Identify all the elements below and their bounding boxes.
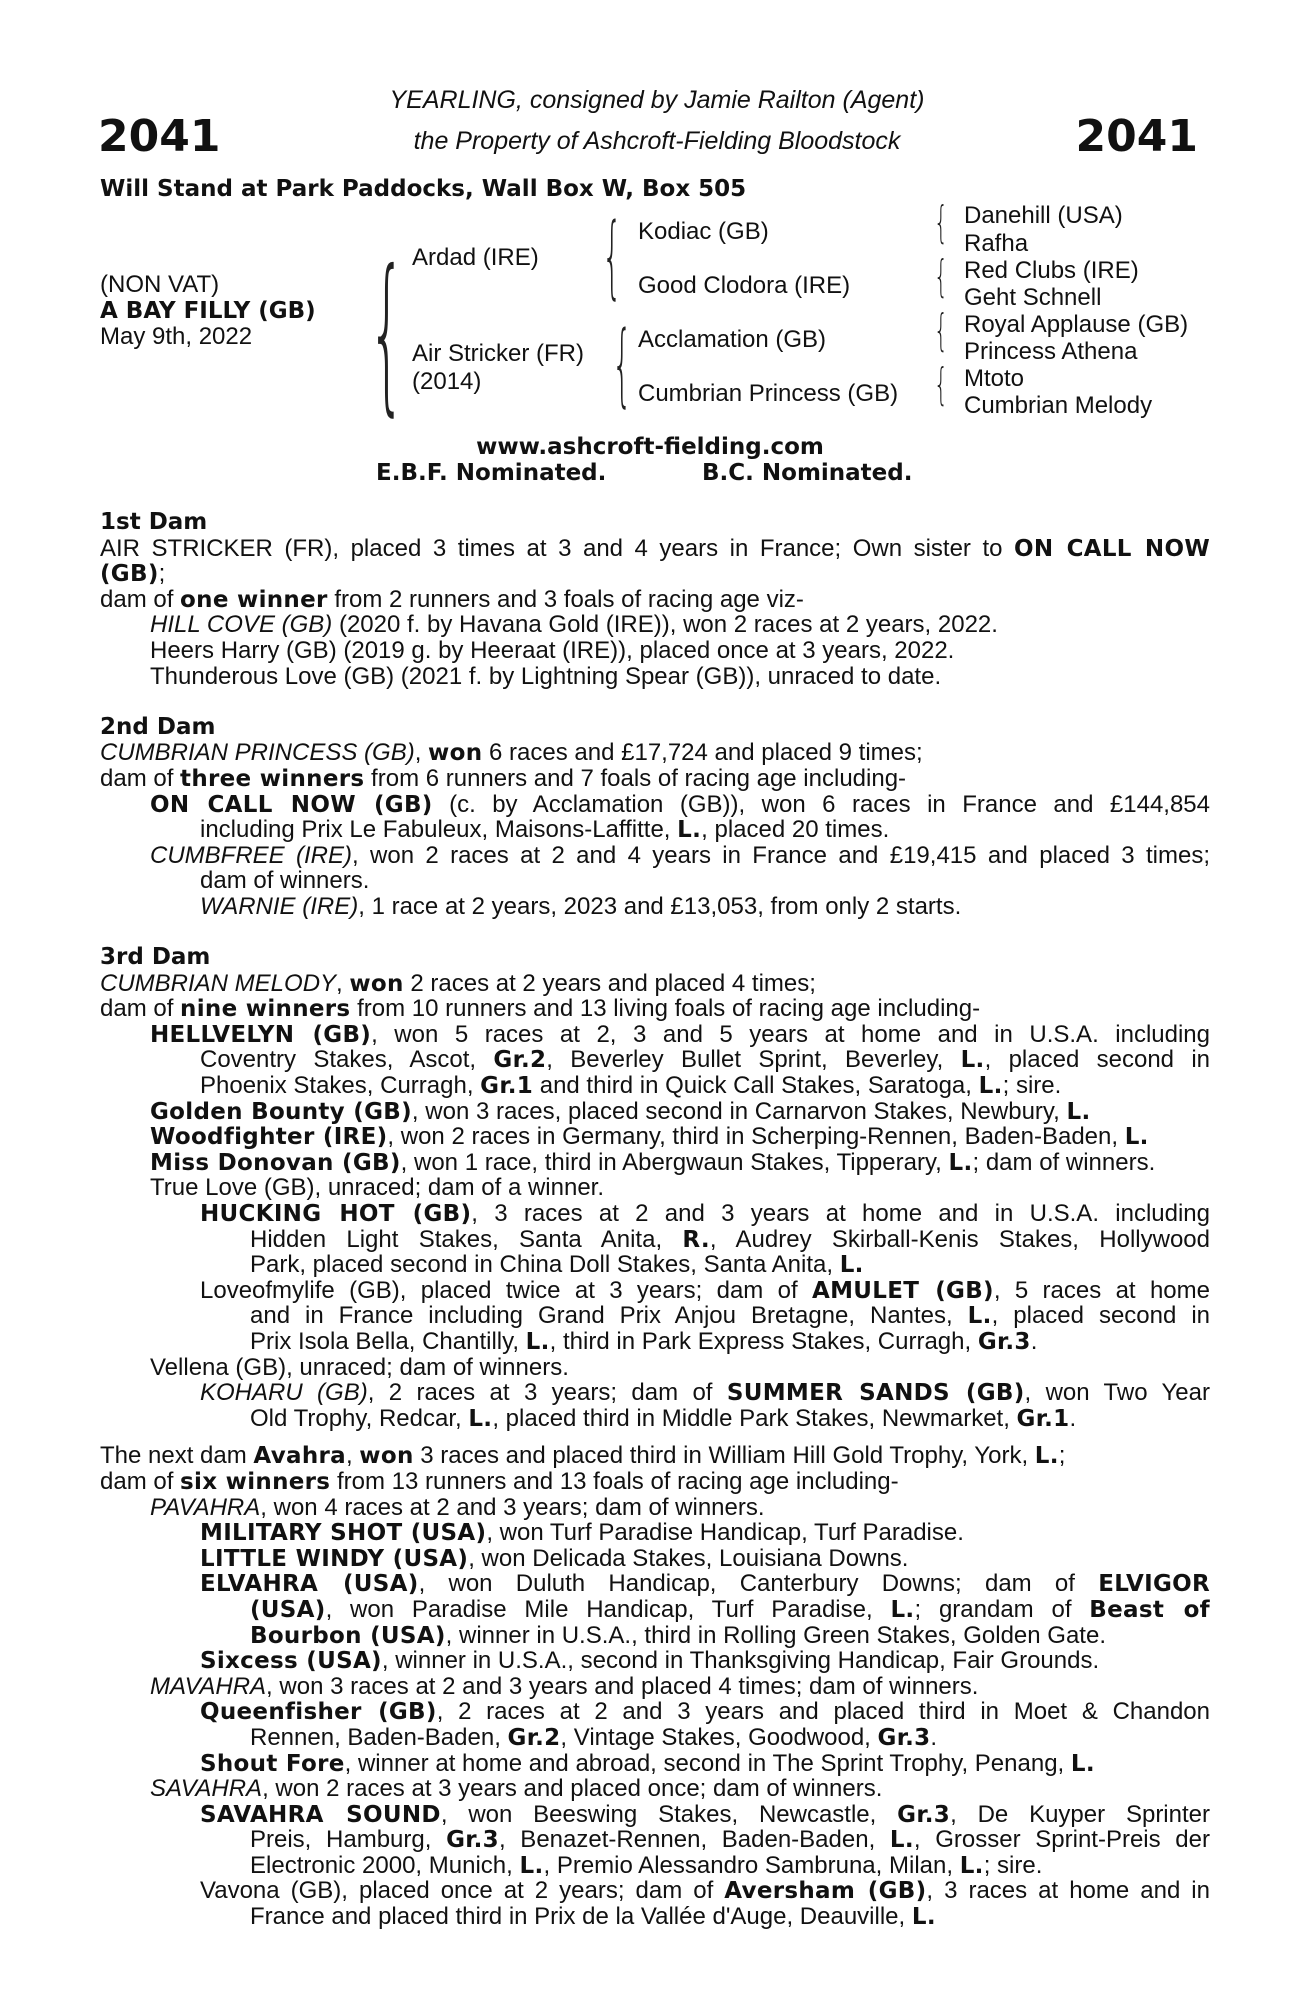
produce-record: LITTLE WINDY (USA), won Delicada Stakes, Louisiana Downs. [200,1544,909,1572]
pedigree-brace-g1: { [934,197,948,248]
produce-record: Prix Isola Bella, Chantilly, L., third in Park Express Stakes, Curragh, Gr.3. [250,1328,1038,1355]
produce-record: Bourbon (USA), winner in U.S.A., third in Rolling Green Stakes, Golden Gate. [250,1621,1106,1649]
vat-status: (NON VAT) [100,271,220,298]
produce-record: ELVAHRA (USA), won Duluth Handicap, Canterbury Downs; dam of ELVIGOR [200,1570,1210,1598]
produce-record: Vavona (GB), placed once at 2 years; dam of Aversham (GB), 3 races at home and in [200,1877,1210,1905]
property-line: the Property of Ashcroft-Fielding Bloodstock [413,127,901,155]
pedigree-brace-g2: { [934,251,948,302]
fourth-dam-line: dam of six winners from 13 runners and 13 foals of racing age including- [100,1467,899,1495]
second-dam-line: CUMBRIAN PRINCESS (GB), won 6 races and £17,724 and placed 9 times; [100,739,923,767]
ebf-nominated: E.B.F. Nominated. [376,460,607,486]
produce-record: HELLVELYN (GB), won 5 races at 2, 3 and 5 years at home and in U.S.A. including [150,1020,1210,1048]
produce-record: CUMBFREE (IRE), won 2 races at 2 and 4 years in France and £19,415 and placed 3 times; [150,841,1210,869]
pedigree-sire-dam: Good Clodora (IRE) [638,272,851,299]
first-dam-line: AIR STRICKER (FR), placed 3 times at 3 and 4 years in France; Own sister to ON CALL NOW [100,534,1210,562]
produce-record: Shout Fore, winner at home and abroad, second in The Sprint Trophy, Penang, L. [200,1749,1095,1777]
third-dam-line: CUMBRIAN MELODY, won 2 races at 2 years and placed 4 times; [100,969,816,997]
produce-record: Hidden Light Stakes, Santa Anita, R., Audrey Skirball-Kenis Stakes, Hollywood [250,1225,1210,1253]
produce-record: Woodfighter (IRE), won 2 races in Germany, third in Scherping-Rennen, Baden-Baden, L. [150,1123,1149,1151]
produce-record: (USA), won Paradise Mile Handicap, Turf Paradise, L.; grandam of Beast of [250,1595,1210,1623]
produce-record: SAVAHRA, won 2 races at 3 years and placed once; dam of winners. [150,1775,883,1803]
pedigree-g3: Red Clubs (IRE) [964,257,1139,284]
first-dam-heading: 1st Dam [100,509,208,535]
produce-record: WARNIE (IRE), 1 race at 2 years, 2023 and £13,053, from only 2 starts. [200,892,962,920]
pedigree-brace-sire: { [602,204,623,309]
pedigree-g1: Danehill (USA) [964,202,1123,229]
pedigree-g4: Geht Schnell [964,284,1102,311]
pedigree-brace-dam: { [612,312,633,417]
third-dam-line: dam of nine winners from 10 runners and 13 living foals of racing age including- [100,995,981,1023]
produce-record: ON CALL NOW (GB) (c. by Acclamation (GB)), won 6 races in France and £144,854 [150,790,1211,818]
first-dam-line: (GB); [100,560,166,588]
pedigree-brace-g4: { [934,359,948,410]
pedigree-g7: Mtoto [964,365,1025,392]
website-link[interactable]: www.ashcroft-fielding.com [476,434,824,460]
pedigree-sire: Ardad (IRE) [412,244,539,271]
produce-record: Vellena (GB), unraced; dam of winners. [150,1353,569,1381]
pedigree-g6: Princess Athena [964,338,1138,365]
pedigree-dam: Air Stricker (FR) [412,340,584,367]
pedigree-sire-sire: Kodiac (GB) [638,218,769,245]
fourth-dam-line: The next dam Avahra, won 3 races and placed third in William Hill Gold Trophy, York, L.; [100,1442,1066,1470]
pedigree-dam-dam: Cumbrian Princess (GB) [638,380,899,407]
pedigree-brace-g3: { [934,305,948,356]
produce-record: Park, placed second in China Doll Stakes, Santa Anita, L. [250,1251,864,1279]
produce-record: France and placed third in Prix de la Vallée d'Auge, Deauville, L. [250,1903,936,1931]
pedigree-g8: Cumbrian Melody [964,392,1153,419]
pedigree-g5: Royal Applause (GB) [964,311,1189,338]
second-dam-heading: 2nd Dam [100,713,216,740]
lot-number-left: 2041 [98,111,221,162]
produce-record: MAVAHRA, won 3 races at 2 and 3 years and placed 4 times; dam of winners. [150,1672,979,1700]
consignor-line: YEARLING, consigned by Jamie Railton (Agent) [389,86,925,114]
produce-record: Phoenix Stakes, Curragh, Gr.1 and third in Quick Call Stakes, Saratoga, L.; sire. [200,1072,1062,1100]
pedigree-brace-main: { [368,234,406,432]
produce-record: Preis, Hamburg, Gr.3, Benazet-Rennen, Baden-Baden, L., Grosser Sprint-Preis der [250,1826,1210,1854]
stand-line: Will Stand at Park Paddocks, Wall Box W, Box 505 [100,176,747,202]
catalogue-text [100,510,1210,1930]
produce-record: Electronic 2000, Munich, L., Premio Alessandro Sambruna, Milan, L.; sire. [250,1851,1043,1879]
first-dam-line: dam of one winner from 2 runners and 3 foals of racing age viz- [100,585,804,613]
produce-record: Old Trophy, Redcar, L., placed third in Middle Park Stakes, Newmarket, Gr.1. [250,1404,1077,1432]
produce-record: HUCKING HOT (GB), 3 races at 2 and 3 years at home and in U.S.A. including [200,1200,1211,1228]
lot-number-right: 2041 [1075,111,1198,162]
produce-record: Sixcess (USA), winner in U.S.A., second in Thanksgiving Handicap, Fair Grounds. [200,1647,1100,1675]
subject-dob: May 9th, 2022 [100,323,253,350]
produce-record: PAVAHRA, won 4 races at 2 and 3 years; dam of winners. [150,1493,765,1521]
produce-record: MILITARY SHOT (USA), won Turf Paradise Handicap, Turf Paradise. [200,1519,964,1547]
produce-record: HILL COVE (GB) (2020 f. by Havana Gold (IRE)), won 2 races at 2 years, 2022. [150,611,998,639]
produce-record: and in France including Grand Prix Anjou Bretagne, Nantes, L., placed second in [250,1302,1210,1330]
subject-name: A BAY FILLY (GB) [100,298,316,324]
pedigree-dam-sire: Acclamation (GB) [638,326,827,353]
produce-record: SAVAHRA SOUND, won Beeswing Stakes, Newcastle, Gr.3, De Kuyper Sprinter [200,1800,1210,1828]
produce-record: Golden Bounty (GB), won 3 races, placed second in Carnarvon Stakes, Newbury, L. [150,1097,1091,1125]
produce-record: Queenfisher (GB), 2 races at 2 and 3 years and placed third in Moet & Chandon [200,1698,1210,1726]
produce-record: Coventry Stakes, Ascot, Gr.2, Beverley Bullet Sprint, Beverley, L., placed second in [200,1046,1211,1074]
produce-record: KOHARU (GB), 2 races at 3 years; dam of SUMMER SANDS (GB), won Two Year [200,1379,1210,1407]
produce-record: Miss Donovan (GB), won 1 race, third in Abergwaun Stakes, Tipperary, L.; dam of winners. [150,1148,1156,1176]
second-dam-line: dam of three winners from 6 runners and 7 foals of racing age including- [100,764,907,792]
produce-record: Rennen, Baden-Baden, Gr.2, Vintage Stakes, Goodwood, Gr.3. [250,1723,938,1751]
produce-record: Thunderous Love (GB) (2021 f. by Lightning Spear (GB)), unraced to date. [150,662,942,690]
produce-record: Heers Harry (GB) (2019 g. by Heeraat (IRE)), placed once at 3 years, 2022. [150,636,955,664]
produce-record: dam of winners. [200,867,370,895]
bc-nominated: B.C. Nominated. [702,460,913,486]
third-dam-heading: 3rd Dam [100,944,211,971]
produce-record: Loveofmylife (GB), placed twice at 3 years; dam of AMULET (GB), 5 races at home [200,1276,1210,1304]
produce-record: True Love (GB), unraced; dam of a winner. [150,1174,604,1202]
pedigree-dam-year: (2014) [412,368,482,395]
pedigree-g2: Rafha [964,230,1029,257]
produce-record: including Prix Le Fabuleux, Maisons-Laffitte, L., placed 20 times. [200,816,890,844]
